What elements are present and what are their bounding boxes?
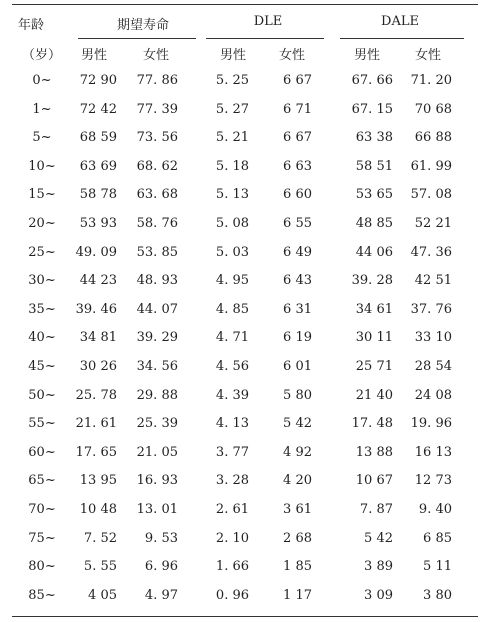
age-cell: 50~ [28, 387, 56, 403]
dle-female-cell: 4 20 [283, 473, 312, 489]
le-female-cell: 16. 93 [136, 473, 178, 489]
dle-male-cell: 3. 77 [215, 444, 249, 460]
age-cell: 55~ [28, 416, 56, 432]
dle-male-cell: 5. 25 [215, 73, 249, 88]
dale-female-cell: 61. 99 [410, 158, 452, 174]
dale-female-cell: 9. 40 [418, 502, 452, 517]
age-cell: 20~ [28, 216, 56, 231]
le-male-cell: 53 93 [79, 216, 117, 231]
dale-male-cell: 17. 48 [351, 416, 393, 432]
dale-rule [340, 38, 464, 39]
table-row [0, 388, 487, 418]
dale-female-cell: 16 13 [414, 444, 452, 460]
dle-male-cell: 4. 56 [215, 359, 249, 374]
le-female-cell: 9. 53 [144, 530, 178, 546]
le-female-cell: 58. 76 [136, 216, 178, 231]
dle-female-cell: 1 17 [283, 587, 312, 603]
dale-female-cell: 47. 36 [410, 244, 452, 260]
dle-female-cell: 6 01 [283, 359, 312, 374]
age-cell: 40~ [28, 330, 56, 346]
dle-male-cell: 5. 21 [215, 130, 249, 146]
table-row [0, 473, 487, 503]
dle-female-cell: 3 61 [283, 502, 312, 517]
le-female-cell: 48. 93 [136, 273, 178, 289]
le-female-cell: 34. 56 [136, 359, 178, 374]
dle-male-cell: 1. 66 [215, 559, 249, 575]
dle-header: DLE [253, 14, 283, 29]
dle-male-cell: 4. 39 [215, 387, 249, 403]
dle-male-cell: 5. 08 [215, 216, 249, 231]
dale-male-cell: 10 67 [355, 473, 393, 489]
dale-female-cell: 42 51 [414, 273, 452, 289]
le-female-cell: 73. 56 [136, 130, 178, 146]
le-male-cell: 72 42 [79, 101, 117, 117]
table-row [0, 245, 487, 275]
table-row [0, 416, 487, 446]
age-cell: 45~ [28, 359, 56, 374]
age-cell: 15~ [28, 187, 56, 203]
age-cell: 30~ [28, 273, 56, 289]
le-male-cell: 72 90 [79, 73, 117, 88]
le-female-header: 女性 [143, 48, 170, 63]
dale-male-header: 男性 [354, 48, 381, 63]
age-cell: 25~ [28, 244, 56, 260]
dale-female-cell: 6 85 [423, 530, 452, 546]
le-male-cell: 44 23 [79, 273, 117, 289]
dle-male-cell: 4. 95 [215, 273, 249, 289]
le-female-cell: 44. 07 [136, 301, 178, 317]
dale-female-cell: 19. 96 [410, 416, 452, 432]
le-female-cell: 21. 05 [136, 444, 178, 460]
dale-female-cell: 70 68 [414, 101, 452, 117]
dle-male-cell: 2. 61 [215, 502, 249, 517]
le-male-cell: 25. 78 [75, 387, 117, 403]
dle-female-cell: 6 19 [283, 330, 312, 346]
dle-male-cell: 5. 18 [215, 158, 249, 174]
life-expectancy-header: 期望寿命 [116, 18, 169, 33]
dle-female-cell: 6 71 [283, 101, 312, 117]
dale-female-cell: 12 73 [414, 473, 452, 489]
table-row [0, 502, 487, 532]
le-male-cell: 39. 46 [75, 301, 117, 317]
table-row [0, 359, 487, 389]
age-header: 年龄 [18, 18, 45, 33]
le-female-cell: 68. 62 [136, 158, 178, 174]
le-male-cell: 4 05 [88, 587, 117, 603]
dale-male-cell: 34 61 [355, 301, 393, 317]
table-row [0, 216, 487, 246]
dale-header: DALE [381, 14, 419, 29]
le-male-cell: 68 59 [79, 130, 117, 146]
le-female-cell: 77. 86 [136, 73, 178, 88]
age-cell: 75~ [28, 530, 56, 546]
le-male-cell: 30 26 [79, 359, 117, 374]
dale-male-cell: 67. 66 [351, 73, 393, 88]
table-row [0, 330, 487, 360]
le-male-cell: 7. 52 [83, 530, 117, 546]
age-cell: 80~ [28, 559, 56, 575]
dle-male-cell: 5. 27 [215, 101, 249, 117]
dle-female-cell: 2 68 [283, 530, 312, 546]
dle-rule [206, 38, 324, 39]
dale-female-cell: 33 10 [414, 330, 452, 346]
dale-male-cell: 13 88 [355, 444, 393, 460]
le-male-cell: 21. 61 [75, 416, 117, 432]
le-male-cell: 17. 65 [75, 444, 117, 460]
table-row [0, 531, 487, 561]
dale-male-cell: 3 09 [364, 587, 393, 603]
dle-male-cell: 3. 28 [215, 473, 249, 489]
dle-female-cell: 4 92 [283, 444, 312, 460]
life-expectancy-rule [78, 38, 196, 39]
le-female-cell: 13. 01 [136, 502, 178, 517]
age-cell: 35~ [28, 301, 56, 317]
dle-male-cell: 5. 13 [215, 187, 249, 203]
age-cell: 5~ [32, 130, 52, 146]
dale-male-cell: 39. 28 [351, 273, 393, 289]
dle-male-cell: 4. 85 [215, 301, 249, 317]
dle-female-cell: 6 43 [283, 273, 312, 289]
le-male-cell: 5. 55 [83, 559, 117, 575]
le-male-cell: 58 78 [79, 187, 117, 203]
le-male-cell: 13 95 [79, 473, 117, 489]
dle-female-cell: 6 55 [283, 216, 312, 231]
dle-female-cell: 5 42 [283, 416, 312, 432]
dle-female-cell: 6 49 [283, 244, 312, 260]
dle-female-cell: 6 63 [283, 158, 312, 174]
le-female-cell: 4. 97 [144, 587, 178, 603]
dale-female-cell: 24 08 [414, 387, 452, 403]
dale-male-cell: 53 65 [355, 187, 393, 203]
dle-male-cell: 2. 10 [215, 530, 249, 546]
le-male-cell: 10 48 [79, 502, 117, 517]
table-row [0, 130, 487, 160]
le-female-cell: 77. 39 [136, 101, 178, 117]
table-row [0, 102, 487, 132]
dle-female-header: 女性 [279, 48, 306, 63]
dale-male-cell: 3 89 [364, 559, 393, 575]
table-row [0, 187, 487, 217]
dale-male-cell: 30 11 [355, 330, 393, 346]
age-cell: 65~ [28, 473, 56, 489]
dale-female-cell: 71. 20 [410, 73, 452, 88]
table-row [0, 588, 487, 618]
dale-female-cell: 57. 08 [410, 187, 452, 203]
dale-male-cell: 63 38 [355, 130, 393, 146]
age-cell: 60~ [28, 444, 56, 460]
dle-male-cell: 4. 71 [215, 330, 249, 346]
dale-male-cell: 48 85 [355, 216, 393, 231]
dle-male-cell: 4. 13 [215, 416, 249, 432]
dale-female-cell: 37. 76 [410, 301, 452, 317]
age-cell: 1~ [32, 101, 52, 117]
dale-male-cell: 5 42 [364, 530, 393, 546]
dale-male-cell: 25 71 [355, 359, 393, 374]
table-top-rule [12, 4, 478, 5]
le-female-cell: 25. 39 [136, 416, 178, 432]
dle-female-cell: 6 67 [283, 73, 312, 88]
le-female-cell: 29. 88 [136, 387, 178, 403]
dle-male-cell: 5. 03 [215, 244, 249, 260]
dale-male-cell: 21 40 [355, 387, 393, 403]
age-cell: 70~ [28, 502, 56, 517]
dle-female-cell: 6 60 [283, 187, 312, 203]
table-row [0, 159, 487, 189]
dale-female-cell: 3 80 [423, 587, 452, 603]
dle-female-cell: 1 85 [283, 559, 312, 575]
dle-male-cell: 0. 96 [215, 587, 249, 603]
age-cell: 0~ [32, 73, 52, 88]
age-cell: 10~ [28, 158, 56, 174]
le-female-cell: 6. 96 [144, 559, 178, 575]
dale-female-cell: 28 54 [414, 359, 452, 374]
le-male-cell: 63 69 [79, 158, 117, 174]
dle-female-cell: 5 80 [283, 387, 312, 403]
dale-male-cell: 58 51 [355, 158, 393, 174]
dale-male-cell: 67. 15 [351, 101, 393, 117]
age-unit-header: （岁） [22, 48, 62, 63]
age-cell: 85~ [28, 587, 56, 603]
dale-female-cell: 5 11 [423, 559, 452, 575]
le-female-cell: 39. 29 [136, 330, 178, 346]
table-row [0, 273, 487, 303]
dale-male-cell: 44 06 [355, 244, 393, 260]
le-female-cell: 63. 68 [136, 187, 178, 203]
dle-male-header: 男性 [220, 48, 247, 63]
table-bottom-rule [12, 616, 478, 617]
dale-female-cell: 52 21 [414, 216, 452, 231]
dale-male-cell: 7. 87 [359, 502, 393, 517]
table-row [0, 559, 487, 589]
le-female-cell: 53. 85 [136, 244, 178, 260]
table-row [0, 445, 487, 475]
le-male-cell: 34 81 [79, 330, 117, 346]
le-male-header: 男性 [81, 48, 108, 63]
le-male-cell: 49. 09 [75, 244, 117, 260]
dale-female-header: 女性 [415, 48, 442, 63]
dale-female-cell: 66 88 [414, 130, 452, 146]
table-row [0, 302, 487, 332]
table-row [0, 73, 487, 103]
dle-female-cell: 6 31 [283, 301, 312, 317]
dle-female-cell: 6 67 [283, 130, 312, 146]
